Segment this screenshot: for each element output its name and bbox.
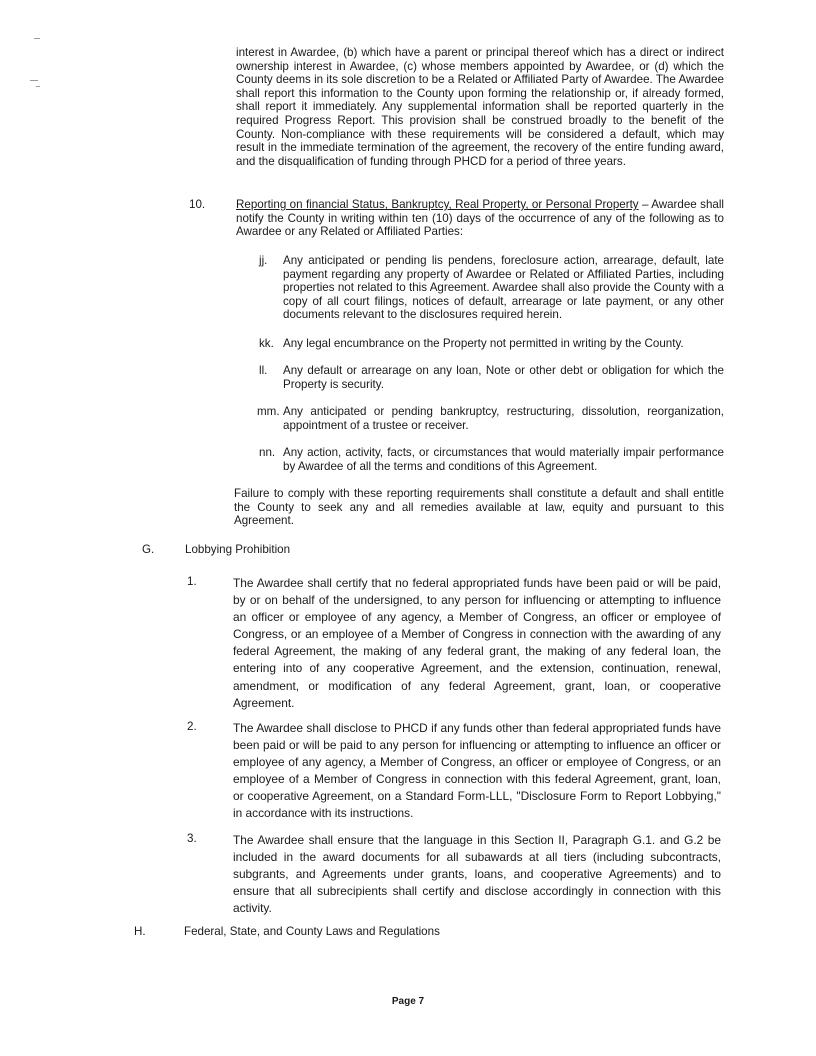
- item-g2-text: The Awardee shall disclose to PHCD if any funds other than federal appropriated funds have been paid or will be paid to any person for influencing or attempting to influence an officer or employee of any agency, a Member of Congress, an officer or employee of Congress, or an employee of a Member of Congress in connection with this federal Agreement, grant, loan, or cooperative Agreement, on a Standard Form-LLL, "Disclosure Form to Report Lobbying," in accordance with its instructions.: [233, 721, 721, 821]
- section-h-title: Federal, State, and County Laws and Regulations: [184, 925, 440, 938]
- item-10-text: – Awardee shall notify the County in writing within ten (10) days of the occurrence of any of the following as to Awardee or any Related or Affiliated Parties:: [236, 198, 724, 239]
- item-g2-number: 2.: [187, 720, 197, 733]
- item-10-number: 10.: [189, 198, 206, 211]
- item-g3-text: The Awardee shall ensure that the language in this Section II, Paragraph G.1. and G.2 be included in the award documents for all subawards at all tiers (including subcontracts, subgrants, and Agreements under grants, loans, and cooperative Agreements) and to ensure that all subrecipients shall certify and disclose accordingly in connection with this activity.: [233, 833, 721, 916]
- subitem-text: Any default or arrearage on any loan, Note or other debt or obligation for which the Property is security.: [283, 364, 724, 391]
- scan-speck: [30, 80, 38, 81]
- page-number: Page 7: [391, 996, 425, 1007]
- subitem-label: mm.: [257, 405, 280, 418]
- subitem-text: Any anticipated or pending lis pendens, foreclosure action, arrearage, default, late payment regarding any property of Awardee or Related or Affiliated Parties, including properties not related to this Agreement. Awardee shall also provide the County with a copy of all court filings, notices of default, arrearage or late payment, or any other documents relevant to the disclosures required herein.: [283, 254, 724, 322]
- scan-speck: [36, 86, 40, 87]
- section-g-title: Lobbying Prohibition: [185, 543, 291, 556]
- continuation-paragraph: interest in Awardee, (b) which have a parent or principal thereof which has a direct or indirect ownership interest in Awardee, (c) whose members appointed by Awardee, or (d) which the County deems in its sole discretion to be a Related or Affiliated Party of Awardee. The Awardee shall report this information to the County upon forming the relationship or, if already formed, shall report it immediately. Any supplemental information shall be reported quarterly in the required Progress Report. This provision shall be construed broadly to the benefit of the County. Non-compliance with these requirements will be considered a default, which may result in the immediate termination of the agreement, the recovery of the entire funding award, and the disqualification of funding through PHCD for a period of three years.: [236, 46, 724, 168]
- item-g1-text: The Awardee shall certify that no federal appropriated funds have been paid or will be paid, by or on behalf of the undersigned, to any person for influencing or attempting to influence an officer or employee of any agency, a Member of Congress, an officer or employee of Congress, or an employee of a Member of Congress in connection with the awarding of any federal Agreement, the making of any federal grant, the making of any federal loan, the entering into of any cooperative Agreement, and the extension, continuation, renewal, amendment, or modification of any federal Agreement, grant, loan, or cooperative Agreement.: [233, 576, 721, 710]
- subitem-text: Any legal encumbrance on the Property not permitted in writing by the County.: [283, 337, 684, 350]
- item-10-heading: Reporting on financial Status, Bankruptcy, Real Property, or Personal Property: [236, 198, 639, 211]
- subitem-label: ll.: [259, 364, 268, 377]
- subitem-label: nn.: [259, 446, 276, 459]
- item-g3-number: 3.: [187, 832, 197, 845]
- item-10-paragraph: [236, 198, 724, 239]
- item-g1-number: 1.: [187, 575, 197, 588]
- section-g-letter: G.: [142, 543, 155, 556]
- subitem-text: Any action, activity, facts, or circumstances that would materially impair performance by Awardee of all the terms and conditions of this Agreement.: [283, 446, 724, 473]
- subitem-label: kk.: [259, 337, 274, 350]
- subitem-text: Any anticipated or pending bankruptcy, restructuring, dissolution, reorganization, appointment of a trustee or receiver.: [283, 405, 724, 432]
- subitem-label: jj.: [259, 254, 268, 267]
- scan-speck: [34, 38, 40, 39]
- item-10-closing: Failure to comply with these reporting requirements shall constitute a default and shall entitle the County to seek any and all remedies available at law, equity and pursuant to this Agreement.: [234, 487, 724, 528]
- section-h-letter: H.: [134, 925, 146, 938]
